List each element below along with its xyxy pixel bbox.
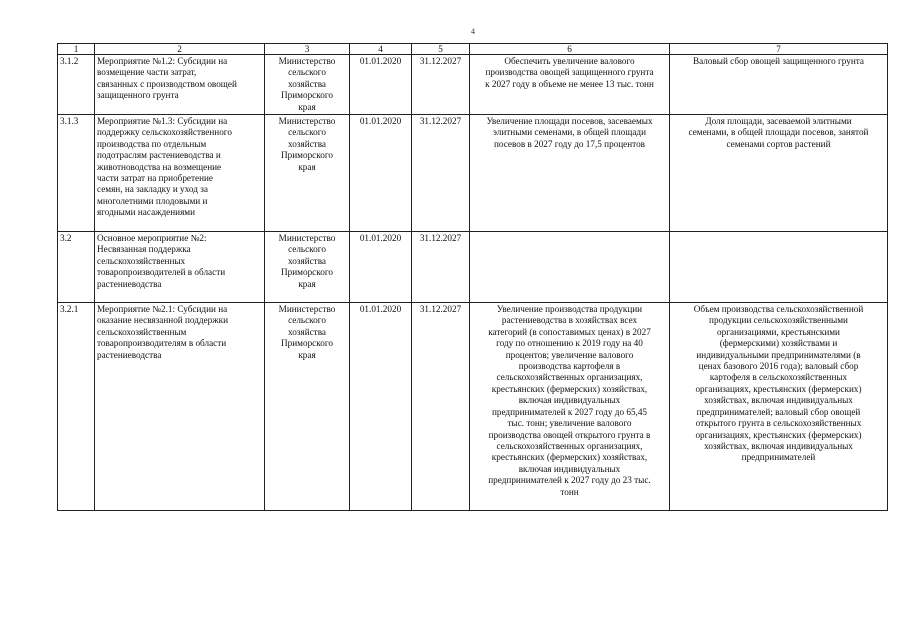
executor: Министерство сельского хозяйства Приморского края bbox=[265, 55, 350, 115]
table-row bbox=[58, 232, 888, 303]
activity-name: Мероприятие №1.2: Субсидии на возмещение части затрат, связанных с производством овощей защищенного грунта bbox=[95, 55, 265, 115]
start-date: 01.01.2020 bbox=[350, 303, 412, 511]
col-header-6: 6 bbox=[470, 44, 670, 55]
start-date: 01.01.2020 bbox=[350, 55, 412, 115]
page-number: 4 bbox=[471, 27, 475, 36]
table-row bbox=[58, 303, 888, 511]
table-row bbox=[58, 115, 888, 232]
col-header-2: 2 bbox=[95, 44, 265, 55]
executor: Министерство сельского хозяйства Приморского края bbox=[265, 115, 350, 232]
start-date: 01.01.2020 bbox=[350, 232, 412, 303]
row-number: 3.2 bbox=[58, 232, 95, 303]
col-header-3: 3 bbox=[265, 44, 350, 55]
end-date: 31.12.2027 bbox=[412, 55, 470, 115]
expected-result: Увеличение площади посевов, засеваемых элитными семенами, в общей площади посевов в 2027 году до 17,5 процентов bbox=[470, 115, 670, 232]
indicator: Объем производства сельскохозяйственной продукции сельскохозяйственными организациями, крестьянскими (фермерскими) хозяйствами и индивидуальными предпринимателями (в ценах базового 2016 года); валовый сбор картофеля в сельскохозяйственных организациях, крестьянских (фермерских) хозяйствах, включая индивидуальных предпринимателей; валовый сбор овощей открытого грунта в сельскохозяйственных организациях, крестьянских (фермерских) хозяйствах, включая индивидуальных предпринимателей bbox=[670, 303, 888, 511]
col-header-7: 7 bbox=[670, 44, 888, 55]
program-activities-table bbox=[57, 43, 888, 511]
expected-result: Увеличение производства продукции растениеводства в хозяйствах всех категорий (в сопоставимых ценах) в 2027 году по отношению к 2019 году на 40 процентов; увеличение валового производства картофеля в сельскохозяйственных организациях, крестьянских (фермерских) хозяйствах, включая индивидуальных предпринимателей к 2027 году до 65,45 тыс. тонн; увеличение валового производства овощей открытого грунта в сельскохозяйственных организациях, крестьянских (фермерских) хозяйствах, включая индивидуальных предпринимателей к 2027 году до 23 тыс. тонн bbox=[470, 303, 670, 511]
indicator: Доля площади, засеваемой элитными семенами, в общей площади посевов, занятой семенами сортов растений bbox=[670, 115, 888, 232]
col-header-4: 4 bbox=[350, 44, 412, 55]
col-header-5: 5 bbox=[412, 44, 470, 55]
end-date: 31.12.2027 bbox=[412, 232, 470, 303]
activity-name: Мероприятие №2.1: Субсидии на оказание несвязанной поддержки сельскохозяйственным товаропроизводителям в области растениеводства bbox=[95, 303, 265, 511]
header-row bbox=[58, 44, 888, 55]
activity-name: Основное мероприятие №2: Несвязанная поддержка сельскохозяйственных товаропроизводителей в области растениеводства bbox=[95, 232, 265, 303]
row-number: 3.1.2 bbox=[58, 55, 95, 115]
table-row bbox=[58, 55, 888, 115]
expected-result: Обеспечить увеличение валового производства овощей защищенного грунта к 2027 году в объеме не менее 13 тыс. тонн bbox=[470, 55, 670, 115]
activity-name: Мероприятие №1.3: Субсидии на поддержку сельскохозяйственного производства по отдельным подотраслям растениеводства и животноводства на возмещение части затрат на приобретение семян, на закладку и уход за многолетними плодовыми и ягодными насаждениями bbox=[95, 115, 265, 232]
executor: Министерство сельского хозяйства Приморского края bbox=[265, 232, 350, 303]
executor: Министерство сельского хозяйства Приморского края bbox=[265, 303, 350, 511]
start-date: 01.01.2020 bbox=[350, 115, 412, 232]
row-number: 3.1.3 bbox=[58, 115, 95, 232]
row-number: 3.2.1 bbox=[58, 303, 95, 511]
end-date: 31.12.2027 bbox=[412, 303, 470, 511]
indicator: Валовый сбор овощей защищенного грунта bbox=[670, 55, 888, 115]
indicator bbox=[670, 232, 888, 303]
end-date: 31.12.2027 bbox=[412, 115, 470, 232]
col-header-1: 1 bbox=[58, 44, 95, 55]
expected-result bbox=[470, 232, 670, 303]
